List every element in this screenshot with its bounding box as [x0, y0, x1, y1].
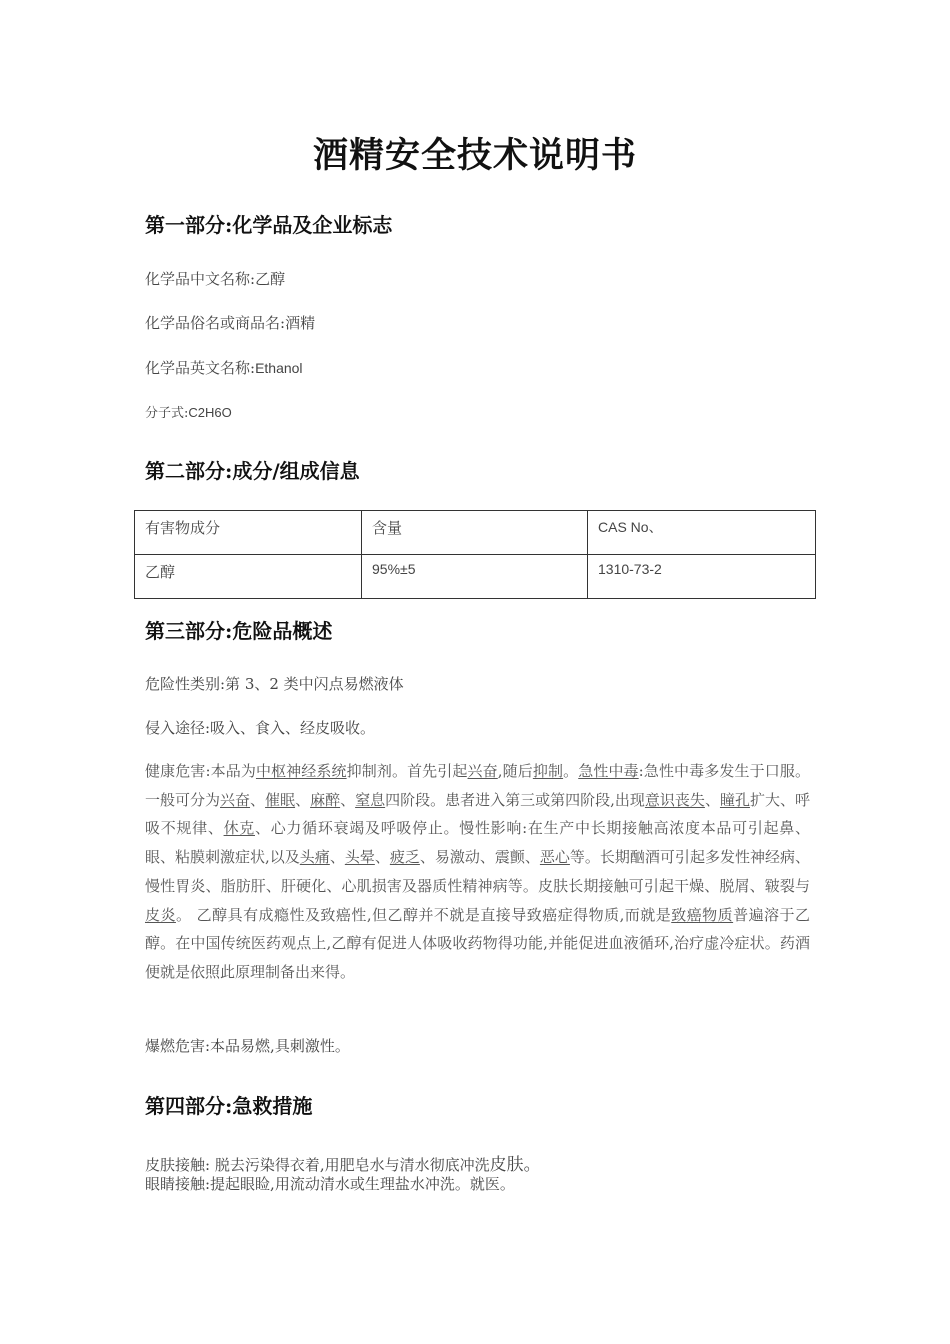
paragraph-text: 、心力循环衰竭及呼吸停止。慢性影响:在生产中长期接触高浓度本品可引起鼻、眼、粘膜刺激症状,以及 — [145, 819, 810, 867]
paragraph-text: 、 — [329, 848, 345, 867]
skin-contact-text: 皮肤接触: 脱去污染得衣着,用肥皂水与清水彻底冲洗 — [145, 1156, 490, 1174]
linked-term[interactable]: 抑制 — [532, 762, 564, 780]
common-name-value: 酒精 — [285, 314, 316, 332]
paragraph-text: 、易激动、震颤、 — [419, 848, 540, 867]
linked-term[interactable]: 急性中毒 — [578, 762, 639, 780]
linked-term[interactable]: 意识丧失 — [644, 790, 705, 809]
formula-label: 分子式: — [145, 406, 189, 421]
paragraph-text: 。 — [563, 762, 579, 780]
paragraph-text: 抑制剂。首先引起 — [346, 762, 468, 780]
en-name-label: 化学品英文名称: — [145, 359, 256, 377]
skin-contact-line — [145, 1150, 541, 1175]
composition-table — [134, 510, 816, 599]
linked-term[interactable]: 麻醉 — [310, 790, 341, 809]
paragraph-text: 。 乙醇具有成瘾性及致癌性,但乙醇并不就是直接导致癌症得物质,而就是 — [175, 905, 672, 924]
paragraph-text: 、 — [250, 790, 266, 809]
paragraph-text: 、 — [295, 790, 311, 809]
eye-contact-line: 眼睛接触:提起眼睑,用流动清水或生理盐水冲洗。就医。 — [145, 1175, 515, 1193]
cell-component: 乙醇 — [135, 555, 362, 599]
paragraph-text: 、 — [340, 790, 356, 809]
paragraph-text: 、 — [374, 848, 390, 867]
paragraph-text: 扩大、呼吸不规律、 — [145, 790, 810, 838]
paragraph-text: 四阶段。患者进入第三或第四阶段,出现 — [385, 790, 645, 809]
linked-term[interactable]: 恶心 — [539, 848, 570, 867]
linked-term[interactable]: 休克 — [223, 819, 255, 838]
linked-term[interactable]: 催眠 — [265, 790, 296, 809]
paragraph-text: 、 — [704, 790, 720, 809]
cell-cas: 1310-73-2 — [588, 555, 816, 599]
common-name-line — [145, 312, 315, 333]
header-cell-content: 含量 — [362, 511, 588, 555]
cn-name-value: 乙醇 — [255, 270, 286, 288]
linked-term[interactable]: 头痛 — [299, 848, 330, 867]
cn-name-line — [145, 268, 285, 289]
linked-term[interactable]: 疲乏 — [389, 848, 420, 867]
skin-contact-end: 皮肤。 — [489, 1155, 541, 1175]
linked-term[interactable]: 兴奋 — [467, 762, 498, 780]
document-title: 酒精安全技术说明书 — [312, 135, 637, 176]
paragraph-text: :急性中毒多发生于口服。一般可分为 — [145, 762, 810, 809]
formula-line — [145, 402, 232, 421]
header-cell-component: 有害物成分 — [135, 511, 362, 555]
paragraph-text: ,随后 — [497, 762, 533, 780]
table-header-row — [135, 511, 816, 555]
cell-content: 95%±5 — [362, 555, 588, 599]
paragraph-text: 普遍溶于乙醇。在中国传统医药观点上,乙醇有促进人体吸收药物得功能,并能促进血液循环,治疗虚冷症状。药酒便就是依照此原理制备出来得。 — [145, 905, 810, 981]
paragraph-text: 健康危害:本品为 — [145, 762, 256, 780]
linked-term[interactable]: 中枢神经系统 — [255, 762, 347, 780]
en-name-line — [145, 357, 303, 378]
cn-name-label: 化学品中文名称: — [145, 270, 256, 288]
linked-term[interactable]: 致癌物质 — [671, 905, 734, 924]
linked-term[interactable]: 瞳孔 — [719, 790, 750, 809]
formula-value: C2H6O — [188, 405, 232, 420]
paragraph-text: 等。长期酗酒可引起多发性神经病、慢性胃炎、脂肪肝、肝硬化、心肌损害及器质性精神病等。皮肤长期接触可引起干燥、脱屑、皲裂与 — [145, 848, 810, 895]
section3-heading: 第三部分:危险品概述 — [145, 619, 333, 643]
linked-term[interactable]: 窒息 — [355, 790, 386, 809]
linked-term[interactable]: 头晕 — [344, 848, 375, 867]
hazard-class-line: 危险性类别:第 3、2 类中闪点易燃液体 — [145, 675, 404, 693]
linked-term[interactable]: 皮炎 — [145, 905, 176, 924]
section4-heading: 第四部分:急救措施 — [145, 1094, 313, 1118]
section1-heading: 第一部分:化学品及企业标志 — [145, 213, 393, 237]
health-hazard-paragraph — [145, 757, 810, 987]
en-name-value: Ethanol — [255, 360, 303, 376]
common-name-label: 化学品俗名或商品名: — [145, 314, 286, 332]
header-cell-cas: CAS No、 — [588, 511, 816, 555]
explosion-hazard-line: 爆燃危害:本品易燃,具刺激性。 — [145, 1037, 350, 1055]
entry-route-line: 侵入途径:吸入、食入、经皮吸收。 — [145, 719, 376, 737]
linked-term[interactable]: 兴奋 — [220, 790, 251, 809]
table-row — [135, 555, 816, 599]
section2-heading: 第二部分:成分/组成信息 — [145, 459, 360, 483]
